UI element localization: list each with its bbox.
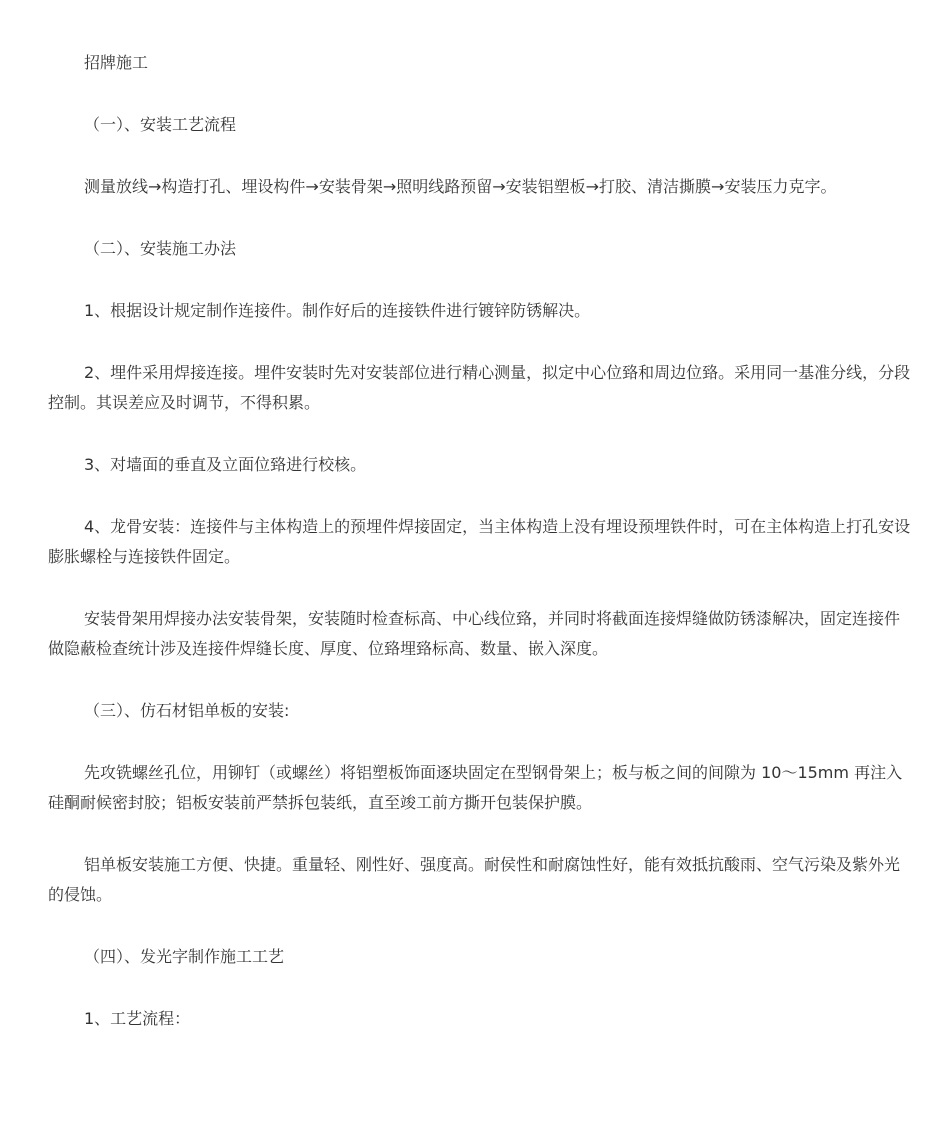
method-item-2: 2、埋件采用焊接连接。埋件安装时先对安装部位进行精心测量，拟定中心位臵和周边位臵。采用同一基准分线，分段控制。其误差应及时调节，不得积累。: [48, 363, 911, 412]
section-title: 招牌施工: [84, 53, 149, 72]
panel-installation-paragraph: 先攻铣螺丝孔位，用铆钉（或螺丝）将铝塑板饰面逐块固定在型钢骨架上；板与板之间的间隙为 10～15mm 再注入硅酮耐候密封胶；铝板安装前严禁拆包装纸，直至竣工前方撕开包装保护膜。: [48, 763, 903, 812]
panel-advantages-paragraph: 铝单板安装施工方便、快捷。重量轻、刚性好、强度高。耐侯性和耐腐蚀性好，能有效抵抗酸雨、空气污染及紫外光的侵蚀。: [48, 855, 901, 904]
subsection-heading-1: （一）、安装工艺流程: [84, 115, 237, 134]
process-flow-paragraph: 测量放线→构造打孔、埋设构件→安装骨架→照明线路预留→安装铝塑板→打胶、清洁撕膜→安装压力克字。: [84, 177, 837, 196]
method-item-3: 3、对墙面的垂直及立面位臵进行校核。: [84, 455, 367, 474]
method-item-4: 4、龙骨安装：连接件与主体构造上的预埋件焊接固定，当主体构造上没有埋设预埋铁件时，可在主体构造上打孔安设膨胀螺栓与连接铁件固定。: [48, 517, 911, 566]
document-page: [48, 48, 912, 1034]
frame-installation-paragraph: 安装骨架用焊接办法安装骨架，安装随时检查标高、中心线位臵，并同时将截面连接焊缝做防锈漆解决，固定连接件做隐蔽检查统计涉及连接件焊缝长度、厚度、位臵埋臵标高、数量、嵌入深度。: [48, 609, 901, 658]
subsection-heading-3: （三）、仿石材铝单板的安装:: [84, 701, 290, 720]
subsection-heading-2: （二）、安装施工办法: [84, 239, 237, 258]
subsection-heading-4: （四）、发光字制作施工工艺: [84, 947, 285, 966]
process-flow-label: 1、工艺流程：: [84, 1009, 191, 1028]
method-item-1: 1、根据设计规定制作连接件。制作好后的连接铁件进行镀锌防锈解决。: [84, 301, 591, 320]
